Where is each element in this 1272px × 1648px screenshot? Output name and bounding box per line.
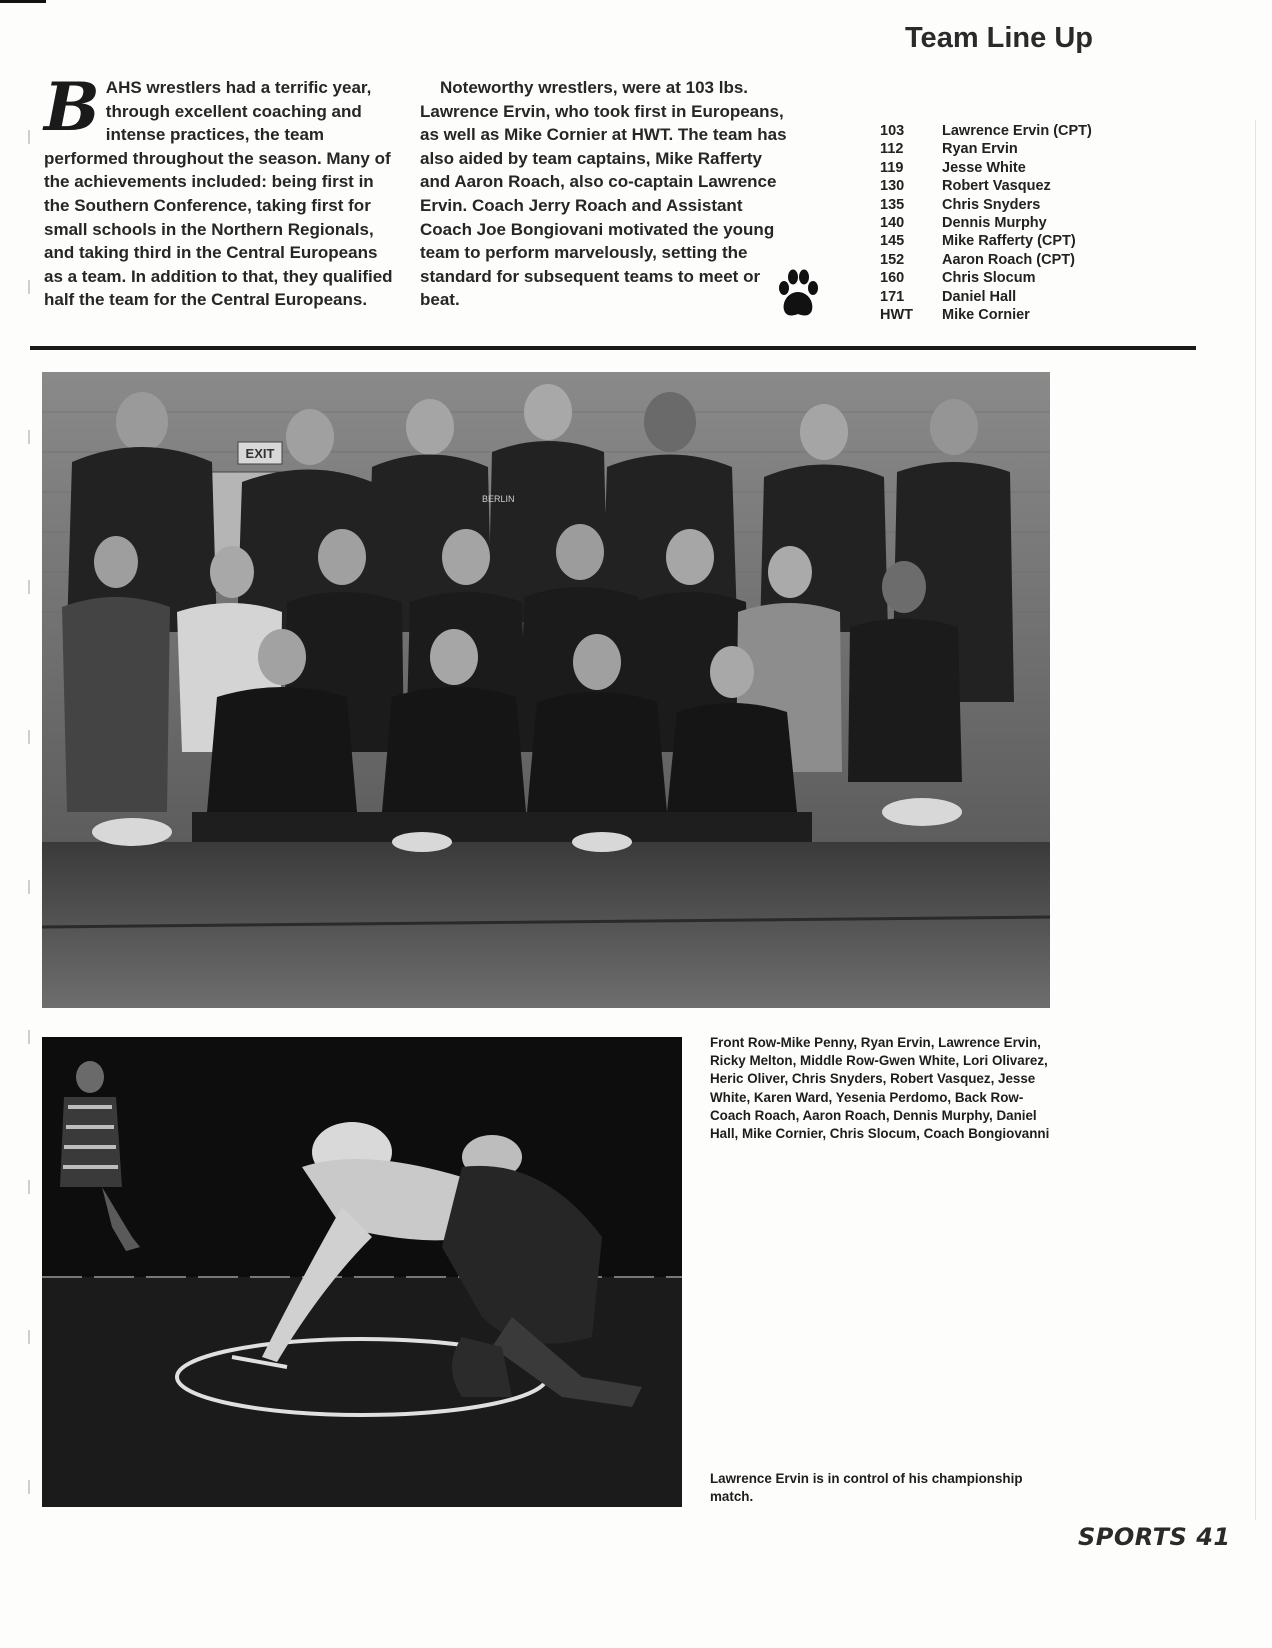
noteworthy-paragraph: Noteworthy wrestlers, were at 103 lbs. Lawrence Ervin, who took first in Europeans, as well as Mike Cornier at HWT. The team has also aided by team captains, Mike Rafferty and Aaron Roach, also co-captain Lawrence Ervin. Coach Jerry Roach and Assistant Coach Joe Bongiovani motivated the young team to perform marvelously, setting the standard for subsequent teams to meet or beat. bbox=[420, 78, 787, 310]
lineup-weight: 171 bbox=[880, 288, 905, 305]
team-photo bbox=[42, 372, 1050, 1008]
lineup-weight: 140 bbox=[880, 215, 905, 232]
team-photo-illustration bbox=[42, 372, 1050, 1008]
lineup-weight: 112 bbox=[880, 141, 904, 158]
page-edge-line bbox=[1255, 120, 1256, 1520]
lineup-name: Robert Vasquez bbox=[942, 178, 1051, 195]
page-title: Team Line Up bbox=[905, 22, 1093, 54]
lineup-name: Jesse White bbox=[942, 159, 1026, 176]
drop-cap: B bbox=[44, 68, 100, 146]
lineup-weight: 103 bbox=[880, 123, 905, 139]
lineup-weight: 152 bbox=[880, 251, 905, 268]
lineup-name: Dennis Murphy bbox=[942, 215, 1047, 232]
lineup-row bbox=[880, 232, 1130, 250]
lineup-name: Lawrence Ervin (CPT) bbox=[942, 123, 1092, 139]
intro-paragraph bbox=[44, 68, 396, 312]
lineup-weight: 145 bbox=[880, 233, 905, 250]
lineup-row bbox=[880, 140, 1130, 158]
lineup-weight: HWT bbox=[880, 307, 914, 324]
top-edge-rule bbox=[0, 0, 46, 3]
match-photo-illustration bbox=[42, 1037, 682, 1507]
lineup-name: Mike Rafferty (CPT) bbox=[942, 233, 1076, 250]
lineup-row bbox=[880, 177, 1130, 195]
page-footer: SPORTS 41 bbox=[1078, 1523, 1231, 1551]
lineup-row bbox=[880, 251, 1130, 269]
lineup-row bbox=[880, 196, 1130, 214]
lineup-name: Chris Slocum bbox=[942, 270, 1036, 287]
lineup-name: Daniel Hall bbox=[942, 288, 1017, 305]
lineup-row bbox=[880, 122, 1130, 140]
lineup-name: Aaron Roach (CPT) bbox=[942, 251, 1075, 268]
section-divider bbox=[30, 346, 1196, 350]
match-photo-caption: Lawrence Ervin is in control of his championship match. bbox=[710, 1471, 1023, 1505]
lineup-name: Mike Cornier bbox=[942, 307, 1030, 324]
lineup-weight: 130 bbox=[880, 178, 905, 195]
lineup-row bbox=[880, 288, 1130, 306]
binding-marks bbox=[28, 60, 30, 1560]
exit-sign: EXIT bbox=[245, 446, 275, 461]
lineup-row bbox=[880, 269, 1130, 287]
lineup-name: Chris Snyders bbox=[942, 196, 1041, 213]
jacket-text: BERLIN bbox=[482, 494, 515, 504]
lineup-weight: 160 bbox=[880, 270, 905, 287]
lineup-row bbox=[880, 306, 1130, 324]
paw-print-icon bbox=[776, 268, 820, 320]
lineup-table bbox=[880, 122, 1130, 324]
lineup-weight: 135 bbox=[880, 196, 905, 213]
match-photo bbox=[42, 1037, 682, 1507]
lineup-weight: 119 bbox=[880, 159, 904, 176]
lineup-row bbox=[880, 214, 1130, 232]
lineup-name: Ryan Ervin bbox=[942, 141, 1018, 158]
lineup-row bbox=[880, 159, 1130, 177]
team-photo-caption: Front Row-Mike Penny, Ryan Ervin, Lawrence Ervin, Ricky Melton, Middle Row-Gwen White, Lori Olivarez, Heric Oliver, Chris Snyders, Robert Vasquez, Jesse White, Karen Ward, Yesenia Perdomo, Back Row-Coach Roach, Aaron Roach, Dennis Murphy, Daniel Hall, Mike Cornier, Chris Slocum, Coach Bongiovanni bbox=[710, 1035, 1050, 1142]
intro-text: AHS wrestlers had a terrific year, through excellent coaching and intense practices, the team performed throughout the season. Many of the achievements included: being first in the Southern Conference, taking first for small schools in the Northern Regionals, and taking third in the Central Europeans as a team. In addition to that, they qualified half the team for the Central Europeans. bbox=[44, 78, 393, 310]
